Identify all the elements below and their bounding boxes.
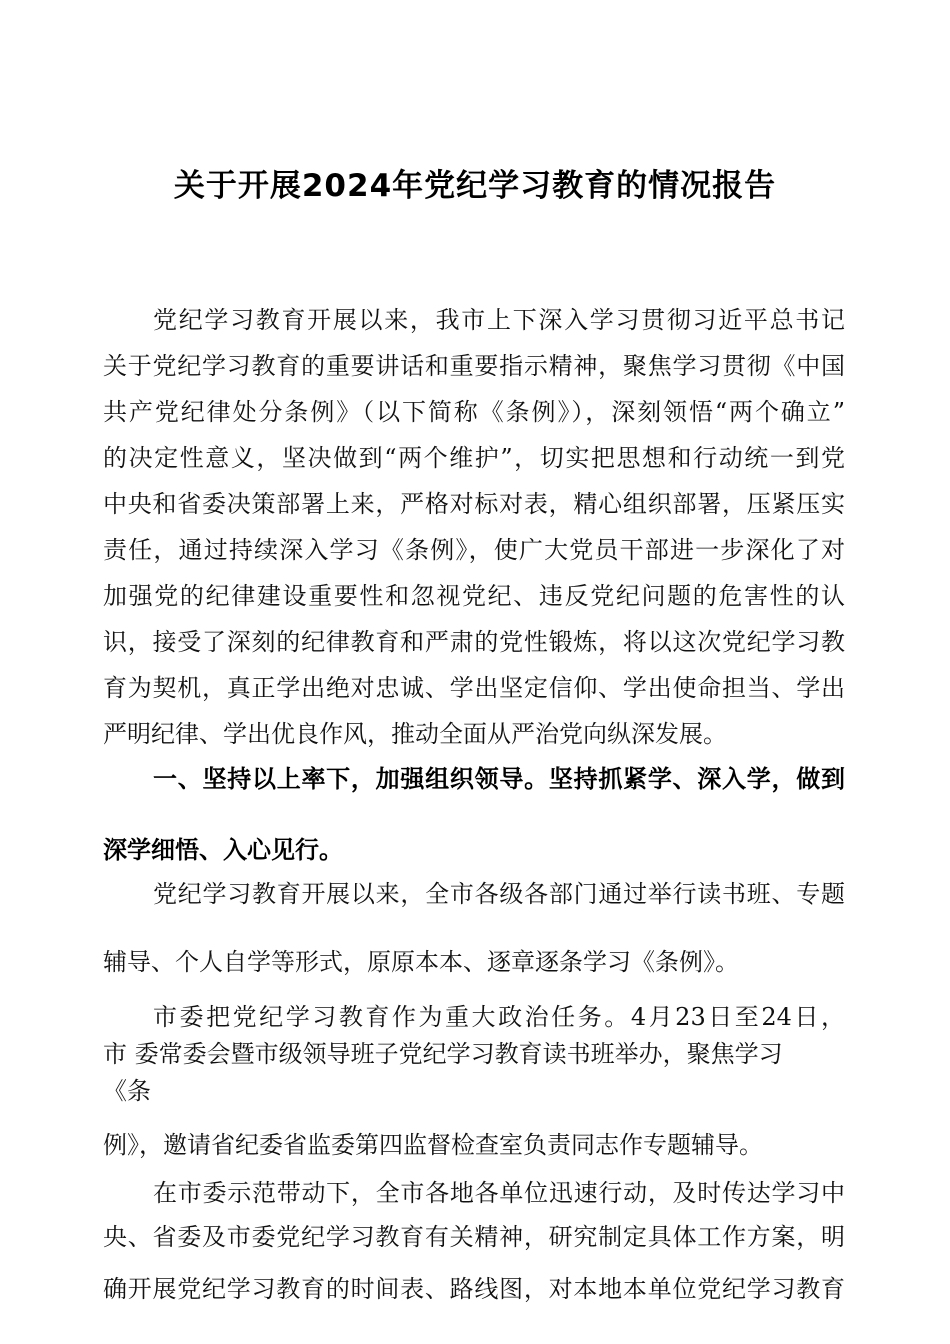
paragraph-line: 共产党纪律处分条例》（以下简称《条例》），深刻领悟“两个确立” [103,398,845,426]
paragraph-line: 的决定性意义，坚决做到“两个维护”，切实把思想和行动统一到党 [103,444,845,472]
paragraph-line: 例》，邀请省纪委省监委第四监督检查室负责同志作专题辅导。 [103,1131,763,1159]
paragraph-line: 在市委示范带动下，全市各地各单位迅速行动，及时传达学习中 [153,1179,845,1207]
paragraph-line: 确开展党纪学习教育的时间表、路线图，对本地本单位党纪学习教育 [103,1275,845,1303]
paragraph-line: 责任，通过持续深入学习《条例》，使广大党员干部进一步深化了对 [103,536,845,564]
paragraph-line: 关于党纪学习教育的重要讲话和重要指示精神，聚焦学习贯彻《中国 [103,352,845,380]
document-title: 关于开展2024年党纪学习教育的情况报告 [173,168,777,204]
paragraph-line: 央、省委及市委党纪学习教育有关精神，研究制定具体工作方案，明 [103,1223,845,1251]
section-heading: 一、坚持以上率下，加强组织领导。坚持抓紧学、深入学，做到 [153,765,845,793]
paragraph-line: 辅导、个人自学等形式，原原本本、逐章逐条学习《条例》。 [103,948,739,976]
paragraph-line: 《条 [103,1077,151,1105]
paragraph-line: 识，接受了深刻的纪律教育和严肃的党性锻炼，将以这次党纪学习教 [103,628,845,656]
section-heading: 深学细悟、入心见行。 [103,836,343,864]
paragraph-line: 党纪学习教育开展以来，全市各级各部门通过举行读书班、专题 [153,880,845,908]
paragraph-line: 市委把党纪学习教育作为重大政治任务。4月23日至24日， [153,1003,845,1031]
paragraph-line: 严明纪律、学出优良作风，推动全面从严治党向纵深发展。 [103,720,727,748]
paragraph-line: 市 委常委会暨市级领导班子党纪学习教育读书班举办，聚焦学习 [103,1040,783,1068]
paragraph-line: 中央和省委决策部署上来，严格对标对表，精心组织部署，压紧压实 [103,490,845,518]
paragraph-line: 育为契机，真正学出绝对忠诚、学出坚定信仰、学出使命担当、学出 [103,674,845,702]
paragraph-line: 党纪学习教育开展以来，我市上下深入学习贯彻习近平总书记 [153,306,845,334]
paragraph-line: 加强党的纪律建设重要性和忽视党纪、违反党纪问题的危害性的认 [103,582,845,610]
